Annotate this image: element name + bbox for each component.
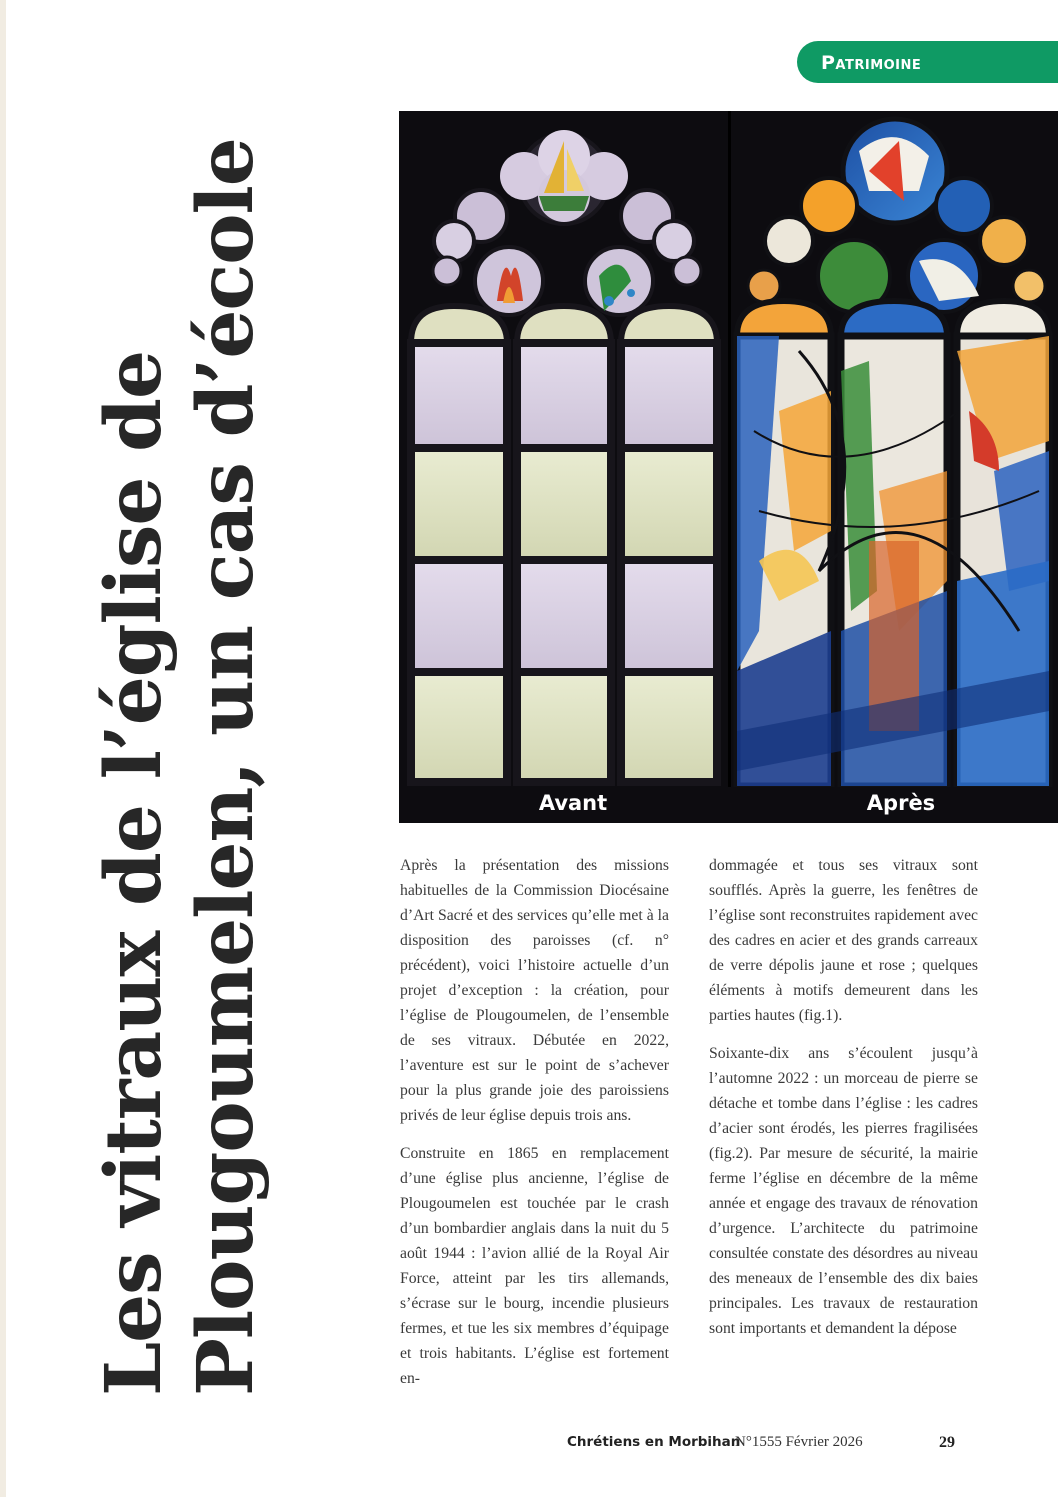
title-line-1: Les vitraux de l’église de (89, 350, 179, 1396)
section-label: Patrimoine (821, 52, 922, 74)
paragraph: Après la présentation des missions habituelles de la Commission Diocésaine d’Art Sacré et des services qu’elle met à la disposition des paroisses (cf. n° précédent), voici l’histoire actuelle d’un projet d’exception : la création, pour l’église de Plougoumelen, de l’ensemble de ses vitraux. Débutée en 2022, l’aventure est sur le point de s’achever pour la plus grande joie des paroissiens privés de leur église depuis trois ans. (400, 857, 669, 1124)
text-column-1 (400, 853, 669, 1404)
issue-number: N°1555 Février 2026 (735, 1434, 863, 1450)
paragraph: Construite en 1865 en remplacement d’une église plus ancienne, l’église de Plougoumelen est touchée par le crash d’un bombardier anglais dans la nuit du 5 août 1944 : l’avion allié de la Royal Air Force, atteint par les tirs allemands, s’écrase sur le bourg, incendie plusieurs fermes, et tue les six membres d’équipage et trois habitants. L’église est fortement en- (400, 1145, 669, 1387)
article-title (88, 94, 273, 1396)
paragraph: dommagée et tous ses vitraux sont soufflés. Après la guerre, les fenêtres de l’église sont reconstruites rapidement avec des cadres en acier et des grands carreaux de verre dépolis jaune et rose ; quelques éléments à motifs demeurent dans les parties hautes (fig.1). (709, 857, 978, 1024)
title-line-2: Plougoumelen, un cas d’école (181, 138, 271, 1396)
page-edge-rule (0, 0, 6, 1497)
magazine-name: Chrétiens en Morbihan (567, 1434, 741, 1450)
section-tab (797, 41, 1058, 83)
caption-after: Après (866, 791, 936, 815)
paragraph: Soixante-dix ans s’écoulent jusqu’à l’automne 2022 : un morceau de pierre se détache et tombe dans l’église : les cadres d’acier sont érodés, les pierres fragilisées (fig.2). Par mesure de sécurité, la mairie ferme l’église en décembre de la même année et engage des travaux de rénovation d’urgence. L’architecte du patrimoine consultée constate des désordres au niveau des meneaux de l’ensemble des dix baies principales. Les travaux de restauration sont importants et demandent la dépose (709, 1045, 978, 1337)
window-after (737, 119, 1049, 786)
caption-before: Avant (538, 791, 608, 815)
page-footer (567, 1434, 987, 1458)
stained-glass-illustration (399, 111, 1058, 823)
page-number: 29 (939, 1434, 955, 1451)
window-before (411, 130, 717, 782)
stained-glass-photo (399, 111, 1058, 823)
text-column-2 (709, 853, 978, 1354)
